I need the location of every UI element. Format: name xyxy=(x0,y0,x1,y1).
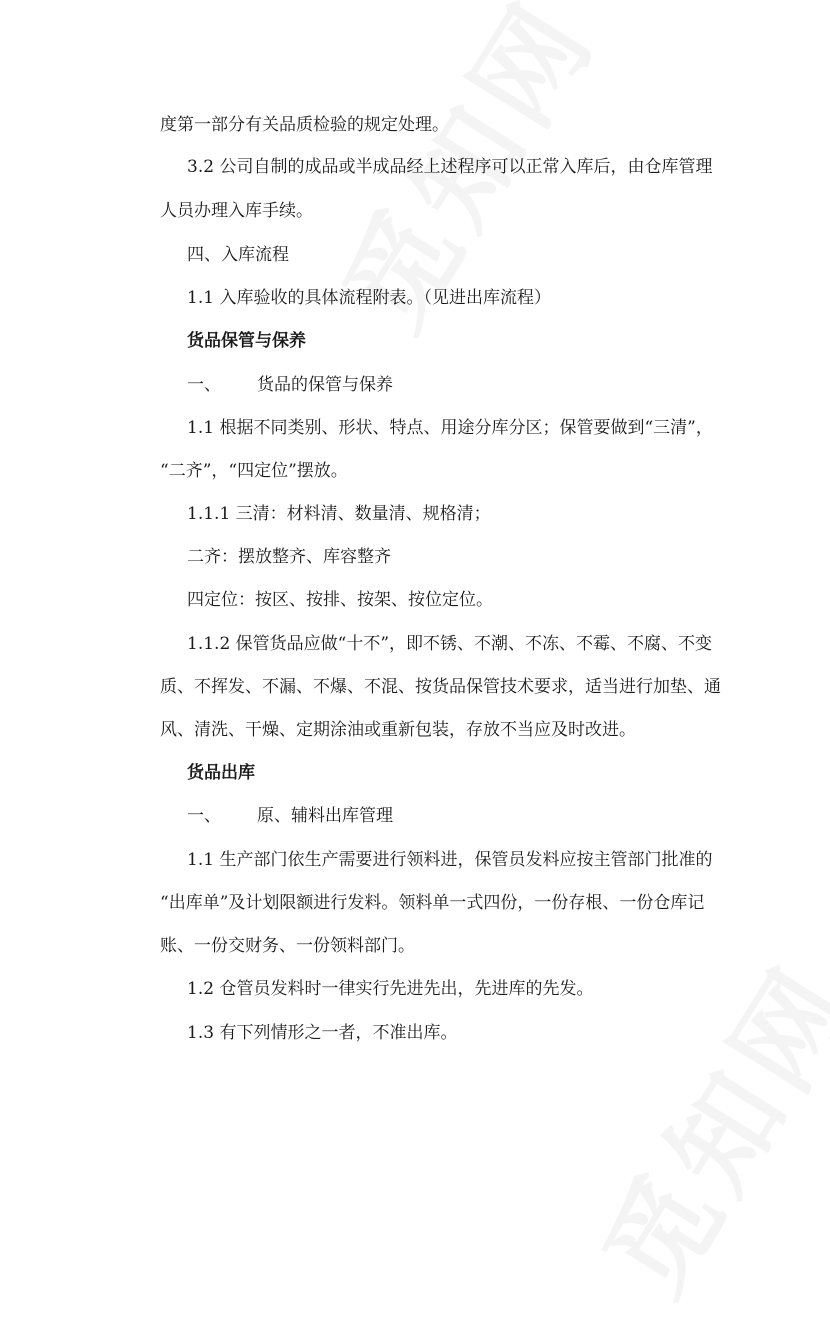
paragraph-line: 3.2 公司自制的成品或半成品经上述程序可以正常入库后，由仓库管理 xyxy=(187,157,713,177)
watermark xyxy=(560,930,830,1319)
paragraph-line: 1.1.1 三清：材料清、数量清、规格清； xyxy=(187,504,491,524)
heading-text: 货品的保管与保养 xyxy=(257,375,393,395)
section-heading: 货品出库 xyxy=(187,763,255,783)
section-heading: 货品保管与保养 xyxy=(187,331,306,351)
paragraph-line: 质、不挥发、不漏、不爆、不混、按货品保管技术要求，适当进行加垫、通 xyxy=(160,677,721,697)
paragraph-line: 1.1 入库验收的具体流程附表。（见进出库流程） xyxy=(187,288,551,308)
paragraph-line: 账、一份交财务、一份领料部门。 xyxy=(160,936,415,956)
paragraph-line: 1.1 根据不同类别、形状、特点、用途分库分区；保管要做到“三清”， xyxy=(187,418,713,438)
paragraph-line: 四定位：按区、按排、按架、按位定位。 xyxy=(187,590,493,610)
paragraph-line: 人员办理入库手续。 xyxy=(160,201,313,221)
subsection-heading xyxy=(187,374,393,396)
paragraph-line: 1.3 有下列情形之一者，不准出库。 xyxy=(187,1023,458,1043)
paragraph-line: 二齐：摆放整齐、库容整齐 xyxy=(187,547,391,567)
paragraph-line: 风、清洗、干燥、定期涂油或重新包装，存放不当应及时改进。 xyxy=(160,720,636,740)
section-heading: 四、入库流程 xyxy=(187,245,289,265)
heading-number: 一、 xyxy=(187,806,221,826)
heading-number: 一、 xyxy=(187,375,221,395)
paragraph-line: 度第一部分有关品质检验的规定处理。 xyxy=(160,115,449,135)
paragraph-line: 1.1 生产部门依生产需要进行领料进，保管员发料应按主管部门批准的 xyxy=(187,850,713,870)
paragraph-line: 1.1.2 保管货品应做“十不”，即不锈、不潮、不冻、不霉、不腐、不变 xyxy=(187,634,713,654)
paragraph-line: “二齐”，“四定位”摆放。 xyxy=(160,461,348,481)
paragraph-line: 1.2 仓管员发料时一律实行先进先出，先进库的先发。 xyxy=(187,979,594,999)
subsection-heading xyxy=(187,805,393,827)
paragraph-line: “出库单”及计划限额进行发料。领料单一式四份，一份存根、一份仓库记 xyxy=(160,893,705,913)
heading-text: 原、辅料出库管理 xyxy=(257,806,393,826)
